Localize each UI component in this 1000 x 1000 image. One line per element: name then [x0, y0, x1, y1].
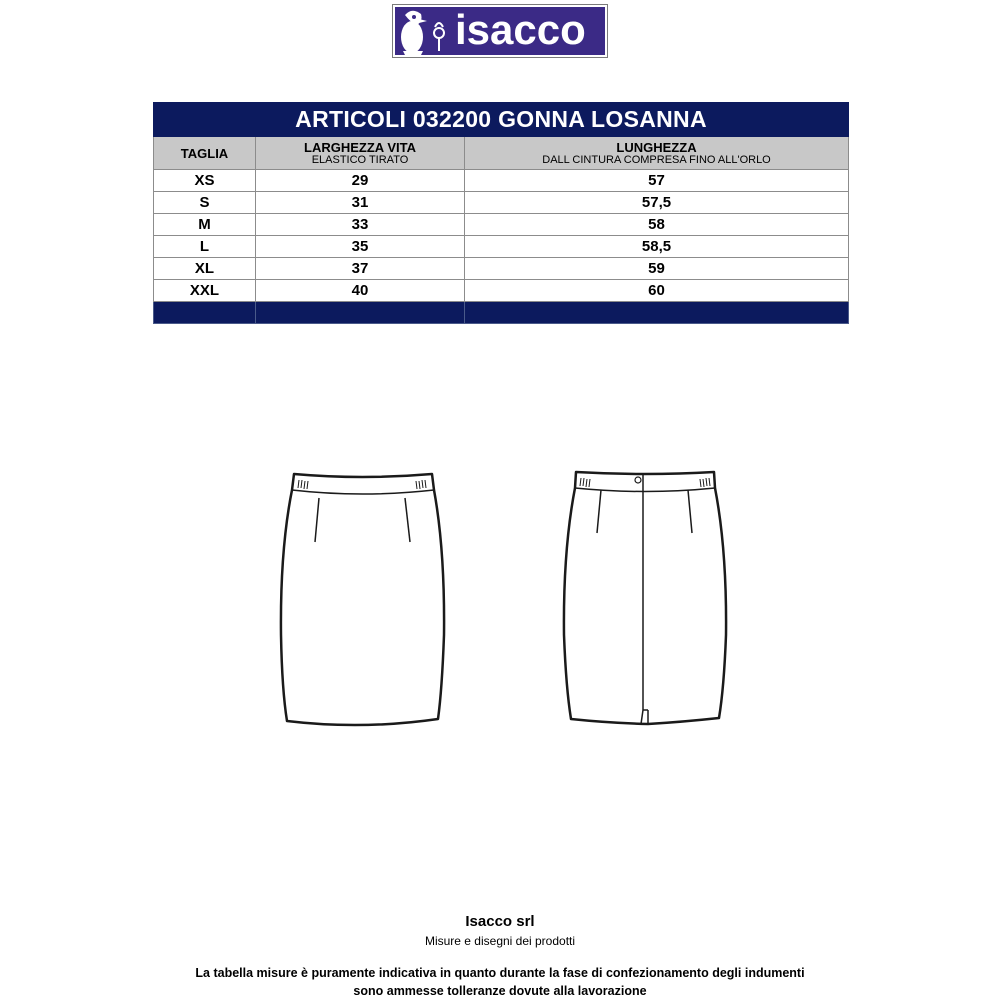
skirt-drawings — [0, 460, 1000, 740]
logo-text: isacco — [455, 6, 586, 53]
waist-cell: 33 — [256, 214, 465, 236]
length-cell: 57 — [465, 170, 849, 192]
skirt-back-drawing — [564, 472, 726, 724]
company-name: Isacco srl — [465, 913, 535, 930]
length-cell: 60 — [465, 280, 849, 302]
column-header-size: TAGLIA — [154, 137, 256, 170]
disclaimer-line: sono ammesse tolleranze dovute alla lavorazione — [353, 984, 647, 998]
waist-cell: 29 — [256, 170, 465, 192]
skirt-front-drawing — [281, 474, 444, 725]
brand-logo — [392, 4, 608, 58]
waist-cell: 31 — [256, 192, 465, 214]
company-subtitle: Misure e disegni dei prodotti — [424, 934, 576, 948]
size-cell: M — [154, 214, 256, 236]
length-cell: 58 — [465, 214, 849, 236]
penguin-chef-icon — [395, 7, 459, 55]
table-row — [154, 236, 849, 258]
column-subheader-length: DALL CINTURA COMPRESA FINO ALL'ORLO — [542, 153, 771, 166]
size-cell: XXL — [154, 280, 256, 302]
waist-cell: 35 — [256, 236, 465, 258]
size-cell: S — [154, 192, 256, 214]
disclaimer — [0, 964, 1000, 1000]
table-row — [154, 280, 849, 302]
waist-cell: 37 — [256, 258, 465, 280]
table-row — [154, 192, 849, 214]
table-row — [154, 258, 849, 280]
column-header-waist: LARGHEZZA VITA ELASTICO TIRATO — [256, 137, 465, 170]
waist-cell: 40 — [256, 280, 465, 302]
size-cell: XL — [154, 258, 256, 280]
table-title: ARTICOLI 032200 GONNA LOSANNA — [154, 103, 849, 137]
length-cell: 57,5 — [465, 192, 849, 214]
table-row — [154, 214, 849, 236]
column-subheader-waist: ELASTICO TIRATO — [311, 153, 409, 166]
table-footer-row — [154, 302, 849, 324]
size-table — [153, 102, 849, 324]
table-row — [154, 170, 849, 192]
length-cell: 59 — [465, 258, 849, 280]
disclaimer-line: La tabella misure è puramente indicativa in quanto durante la fase di confezionamento degli indumenti — [195, 966, 805, 980]
size-cell: L — [154, 236, 256, 258]
table-header-row — [154, 137, 849, 170]
table-title-row — [154, 103, 849, 137]
column-header-length: LUNGHEZZA DALL CINTURA COMPRESA FINO ALL'ORLO — [465, 137, 849, 170]
size-cell: XS — [154, 170, 256, 192]
length-cell: 58,5 — [465, 236, 849, 258]
